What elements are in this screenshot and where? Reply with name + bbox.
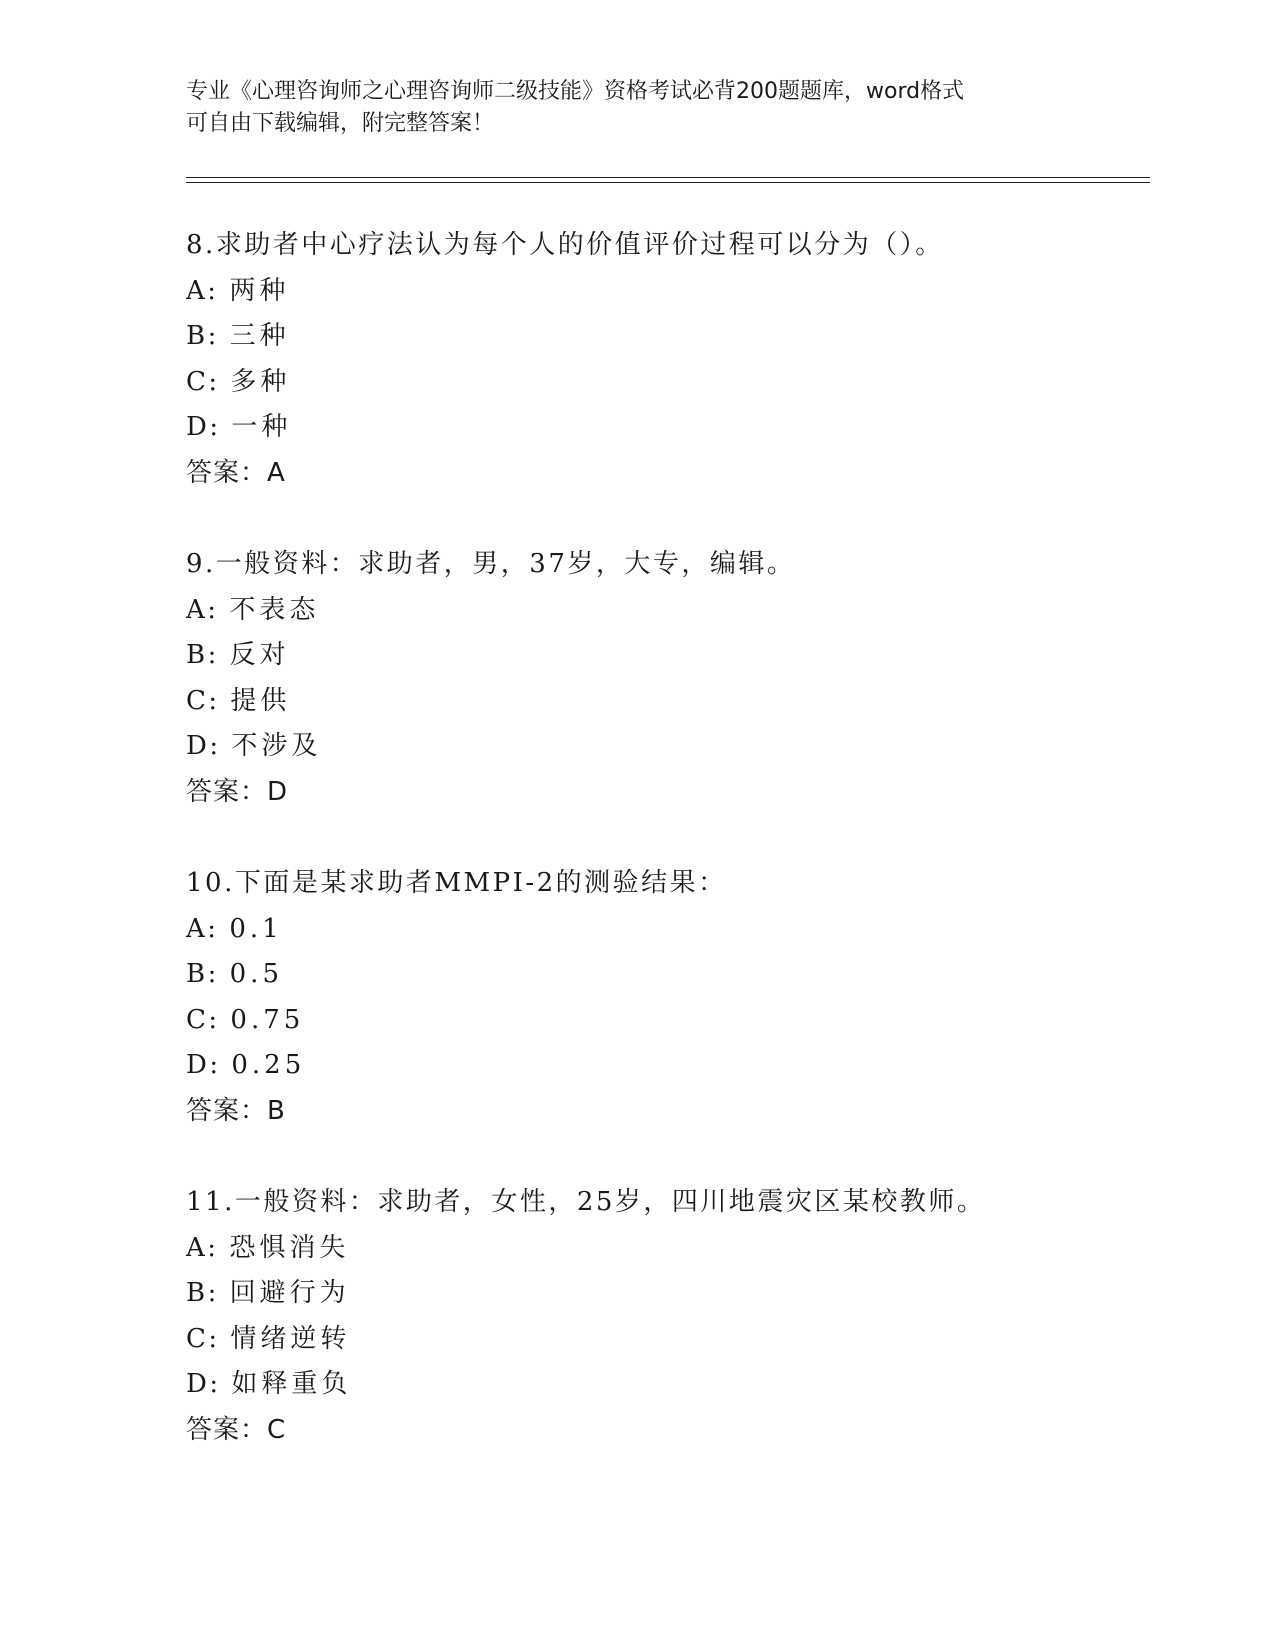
option-letter: B:: [186, 959, 219, 989]
option-text: 情绪逆转: [230, 1323, 351, 1354]
option-letter: D:: [186, 731, 221, 761]
header-divider-top: [186, 177, 1150, 178]
question-stem: 10.下面是某求助者MMPI-2的测验结果：: [186, 868, 727, 898]
option-c: [186, 1317, 1146, 1363]
option-text: 多种: [230, 366, 291, 397]
option-letter: D:: [186, 412, 221, 442]
option-text: 0.1: [229, 913, 283, 944]
option-a: [186, 588, 1146, 634]
header-line-2: 可自由下载编辑，附完整答案！: [186, 111, 495, 136]
option-d: [186, 724, 1146, 770]
option-text: 0.25: [231, 1050, 306, 1080]
option-letter: D:: [186, 1050, 221, 1080]
option-letter: A:: [186, 913, 219, 944]
option-letter: B:: [186, 1278, 219, 1308]
option-c: [186, 998, 1146, 1044]
header-divider-bottom: [186, 182, 1150, 183]
option-b: [186, 633, 1146, 679]
option-b: [186, 952, 1146, 998]
option-text: 如释重负: [231, 1369, 352, 1399]
option-text: 不涉及: [231, 731, 322, 761]
question-11: [186, 1180, 1146, 1453]
option-letter: C:: [186, 685, 220, 716]
option-text: 回避行为: [229, 1278, 350, 1308]
option-letter: C:: [186, 1323, 220, 1354]
option-d: [186, 1043, 1146, 1089]
question-9: [186, 542, 1146, 815]
answer: 答案：C: [186, 1414, 287, 1445]
question-10: [186, 861, 1146, 1134]
question-8: [186, 223, 1146, 496]
option-letter: B:: [186, 321, 219, 351]
option-d: [186, 1362, 1146, 1408]
question-stem: 9.一般资料：求助者，男，37岁，大专，编辑。: [186, 549, 796, 579]
option-a: [186, 1226, 1146, 1272]
option-b: [186, 314, 1146, 360]
header-line-1: 专业《心理咨询师之心理咨询师二级技能》资格考试必背200题题库，word格式: [186, 79, 965, 104]
option-text: 0.75: [230, 1004, 305, 1035]
option-d: [186, 405, 1146, 451]
option-letter: D:: [186, 1369, 221, 1399]
option-letter: A:: [186, 594, 219, 625]
option-c: [186, 679, 1146, 725]
option-letter: A:: [186, 1232, 219, 1263]
question-stem: 8.求助者中心疗法认为每个人的价值评价过程可以分为（）。: [186, 230, 944, 260]
option-text: 提供: [230, 685, 291, 716]
option-b: [186, 1271, 1146, 1317]
question-stem: 11.一般资料：求助者，女性，25岁，四川地震灾区某校教师。: [186, 1187, 986, 1217]
option-text: 三种: [229, 321, 290, 351]
option-text: 不表态: [229, 594, 320, 625]
option-letter: C:: [186, 1004, 220, 1035]
document-header: [186, 76, 1086, 140]
option-letter: A:: [186, 275, 219, 306]
option-c: [186, 360, 1146, 406]
option-text: 反对: [229, 640, 290, 670]
option-text: 恐惧消失: [229, 1232, 350, 1263]
option-letter: C:: [186, 366, 220, 397]
option-text: 两种: [229, 275, 290, 306]
option-text: 一种: [231, 412, 292, 442]
option-a: [186, 907, 1146, 953]
answer: 答案：A: [186, 457, 286, 488]
option-a: [186, 269, 1146, 315]
answer: 答案：B: [186, 1095, 286, 1126]
option-letter: B:: [186, 640, 219, 670]
option-text: 0.5: [229, 959, 283, 989]
answer: 答案：D: [186, 776, 289, 807]
